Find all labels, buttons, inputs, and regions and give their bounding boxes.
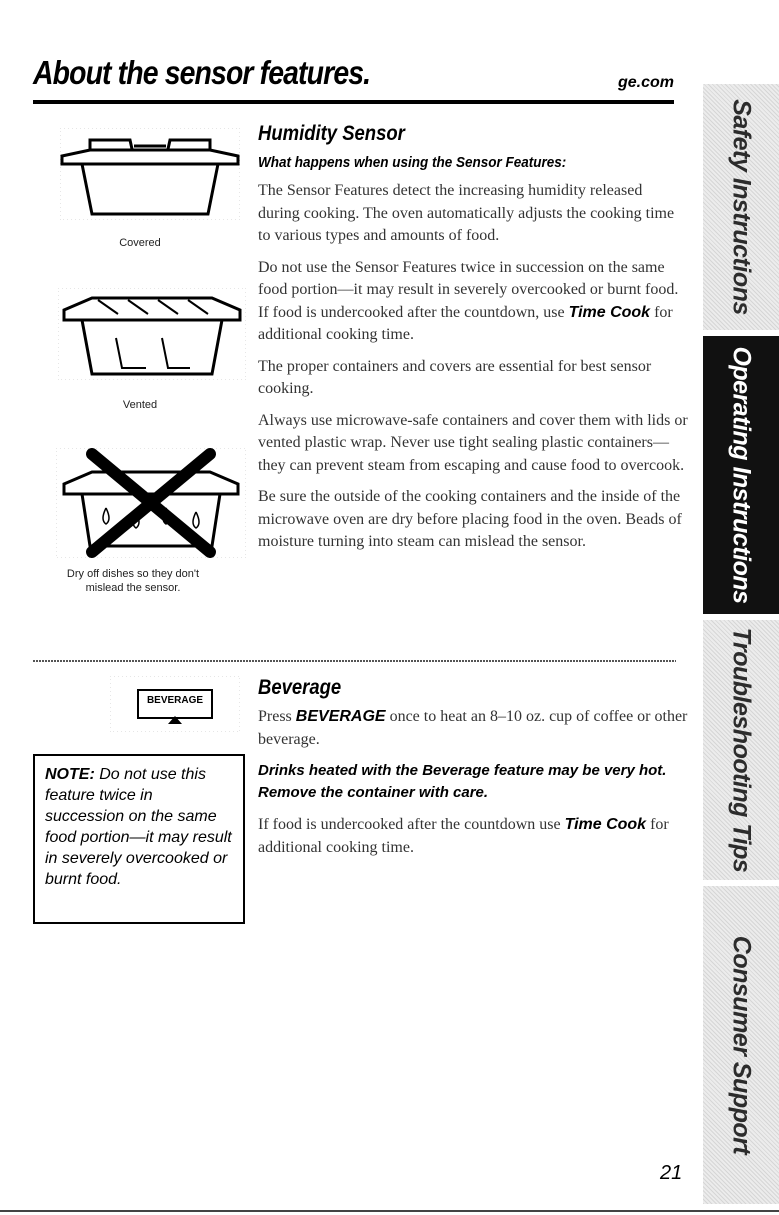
tab-safety-instructions[interactable] (703, 84, 779, 330)
tab-consumer-support[interactable] (703, 886, 779, 1204)
page-number: 21 (660, 1162, 683, 1184)
humidity-paragraph-4: Always use microwave-safe containers and cover them with lids or vented plastic wrap. Never use tight sealing plastic containers—they can prevent steam from escaping and cause food to overcook. (258, 411, 688, 474)
section-title-beverage: Beverage (258, 676, 342, 699)
note-label: NOTE: (45, 766, 95, 783)
humidity-paragraph-3: The proper containers and covers are essential for best sensor cooking. (258, 357, 652, 397)
page-title: About the sensor features. (33, 54, 371, 91)
note-box (33, 754, 245, 924)
time-cook-label: Time Cook (568, 303, 651, 321)
caption-dry-dishes: Dry off dishes so they don't mislead the sensor. (66, 568, 200, 594)
humidity-body (258, 180, 688, 554)
time-cook-label-2: Time Cook (564, 816, 647, 833)
tab-troubleshooting-tips[interactable] (703, 620, 779, 880)
beverage-paragraph-1-end: once to heat an 8–10 oz. cup of coffee or other beverage. (258, 708, 688, 748)
tab-label-safety: Safety Instructions (727, 99, 756, 315)
beverage-body-2 (258, 814, 688, 859)
tab-label-consumer: Consumer Support (727, 935, 756, 1155)
tab-operating-instructions[interactable] (703, 336, 779, 614)
humidity-paragraph-2 (258, 257, 688, 347)
humidity-subhead: What happens when using the Sensor Features: (258, 154, 567, 171)
wet-dish-crossed-illustration (56, 448, 246, 558)
humidity-paragraph-2-text: Do not use the Sensor Features twice in succession on the same food portion—it may result in severely overcooked or burnt food. If food is undercooked after the countdown, use (258, 258, 679, 321)
note-text: Do not use this feature twice in succession on the same food portion—it may result in severely overcooked or burnt food. (45, 766, 232, 888)
beverage-button-label: BEVERAGE (146, 695, 204, 706)
website-url: ge.com (617, 74, 674, 91)
beverage-paragraph-1 (258, 706, 688, 751)
caption-covered: Covered (119, 237, 161, 249)
section-divider (33, 660, 676, 662)
tab-label-troubleshooting: Troubleshooting Tips (727, 627, 756, 873)
covered-dish-illustration (60, 128, 240, 220)
beverage-warning: Drinks heated with the Beverage feature may be very hot. Remove the container with care. (258, 762, 667, 801)
caption-vented: Vented (122, 399, 158, 411)
humidity-paragraph-2-end: for additional cooking time. (258, 303, 673, 343)
beverage-paragraph-2-end: for additional cooking time. (258, 816, 669, 856)
humidity-paragraph-1: The Sensor Features detect the increasing humidity released during cooking. The oven automatically adjusts the cooking time to various types and amounts of food. (258, 182, 675, 244)
beverage-key-label: BEVERAGE (295, 708, 386, 725)
beverage-paragraph-2 (258, 814, 688, 859)
bottom-rule (0, 1210, 779, 1212)
beverage-body (258, 706, 688, 751)
tab-label-operating: Operating Instructions (727, 346, 756, 604)
vented-dish-illustration (58, 288, 246, 380)
humidity-paragraph-5: Be sure the outside of the cooking containers and the inside of the microwave oven are dry before placing food in the oven. Beads of moisture turning into steam can mislead the sensor. (258, 488, 682, 550)
beverage-paragraph-2-text: If food is undercooked after the countdown use (258, 816, 565, 833)
header-rule (33, 100, 674, 104)
beverage-paragraph-1-text: Press (258, 708, 296, 725)
section-title-humidity-sensor: Humidity Sensor (258, 122, 405, 145)
